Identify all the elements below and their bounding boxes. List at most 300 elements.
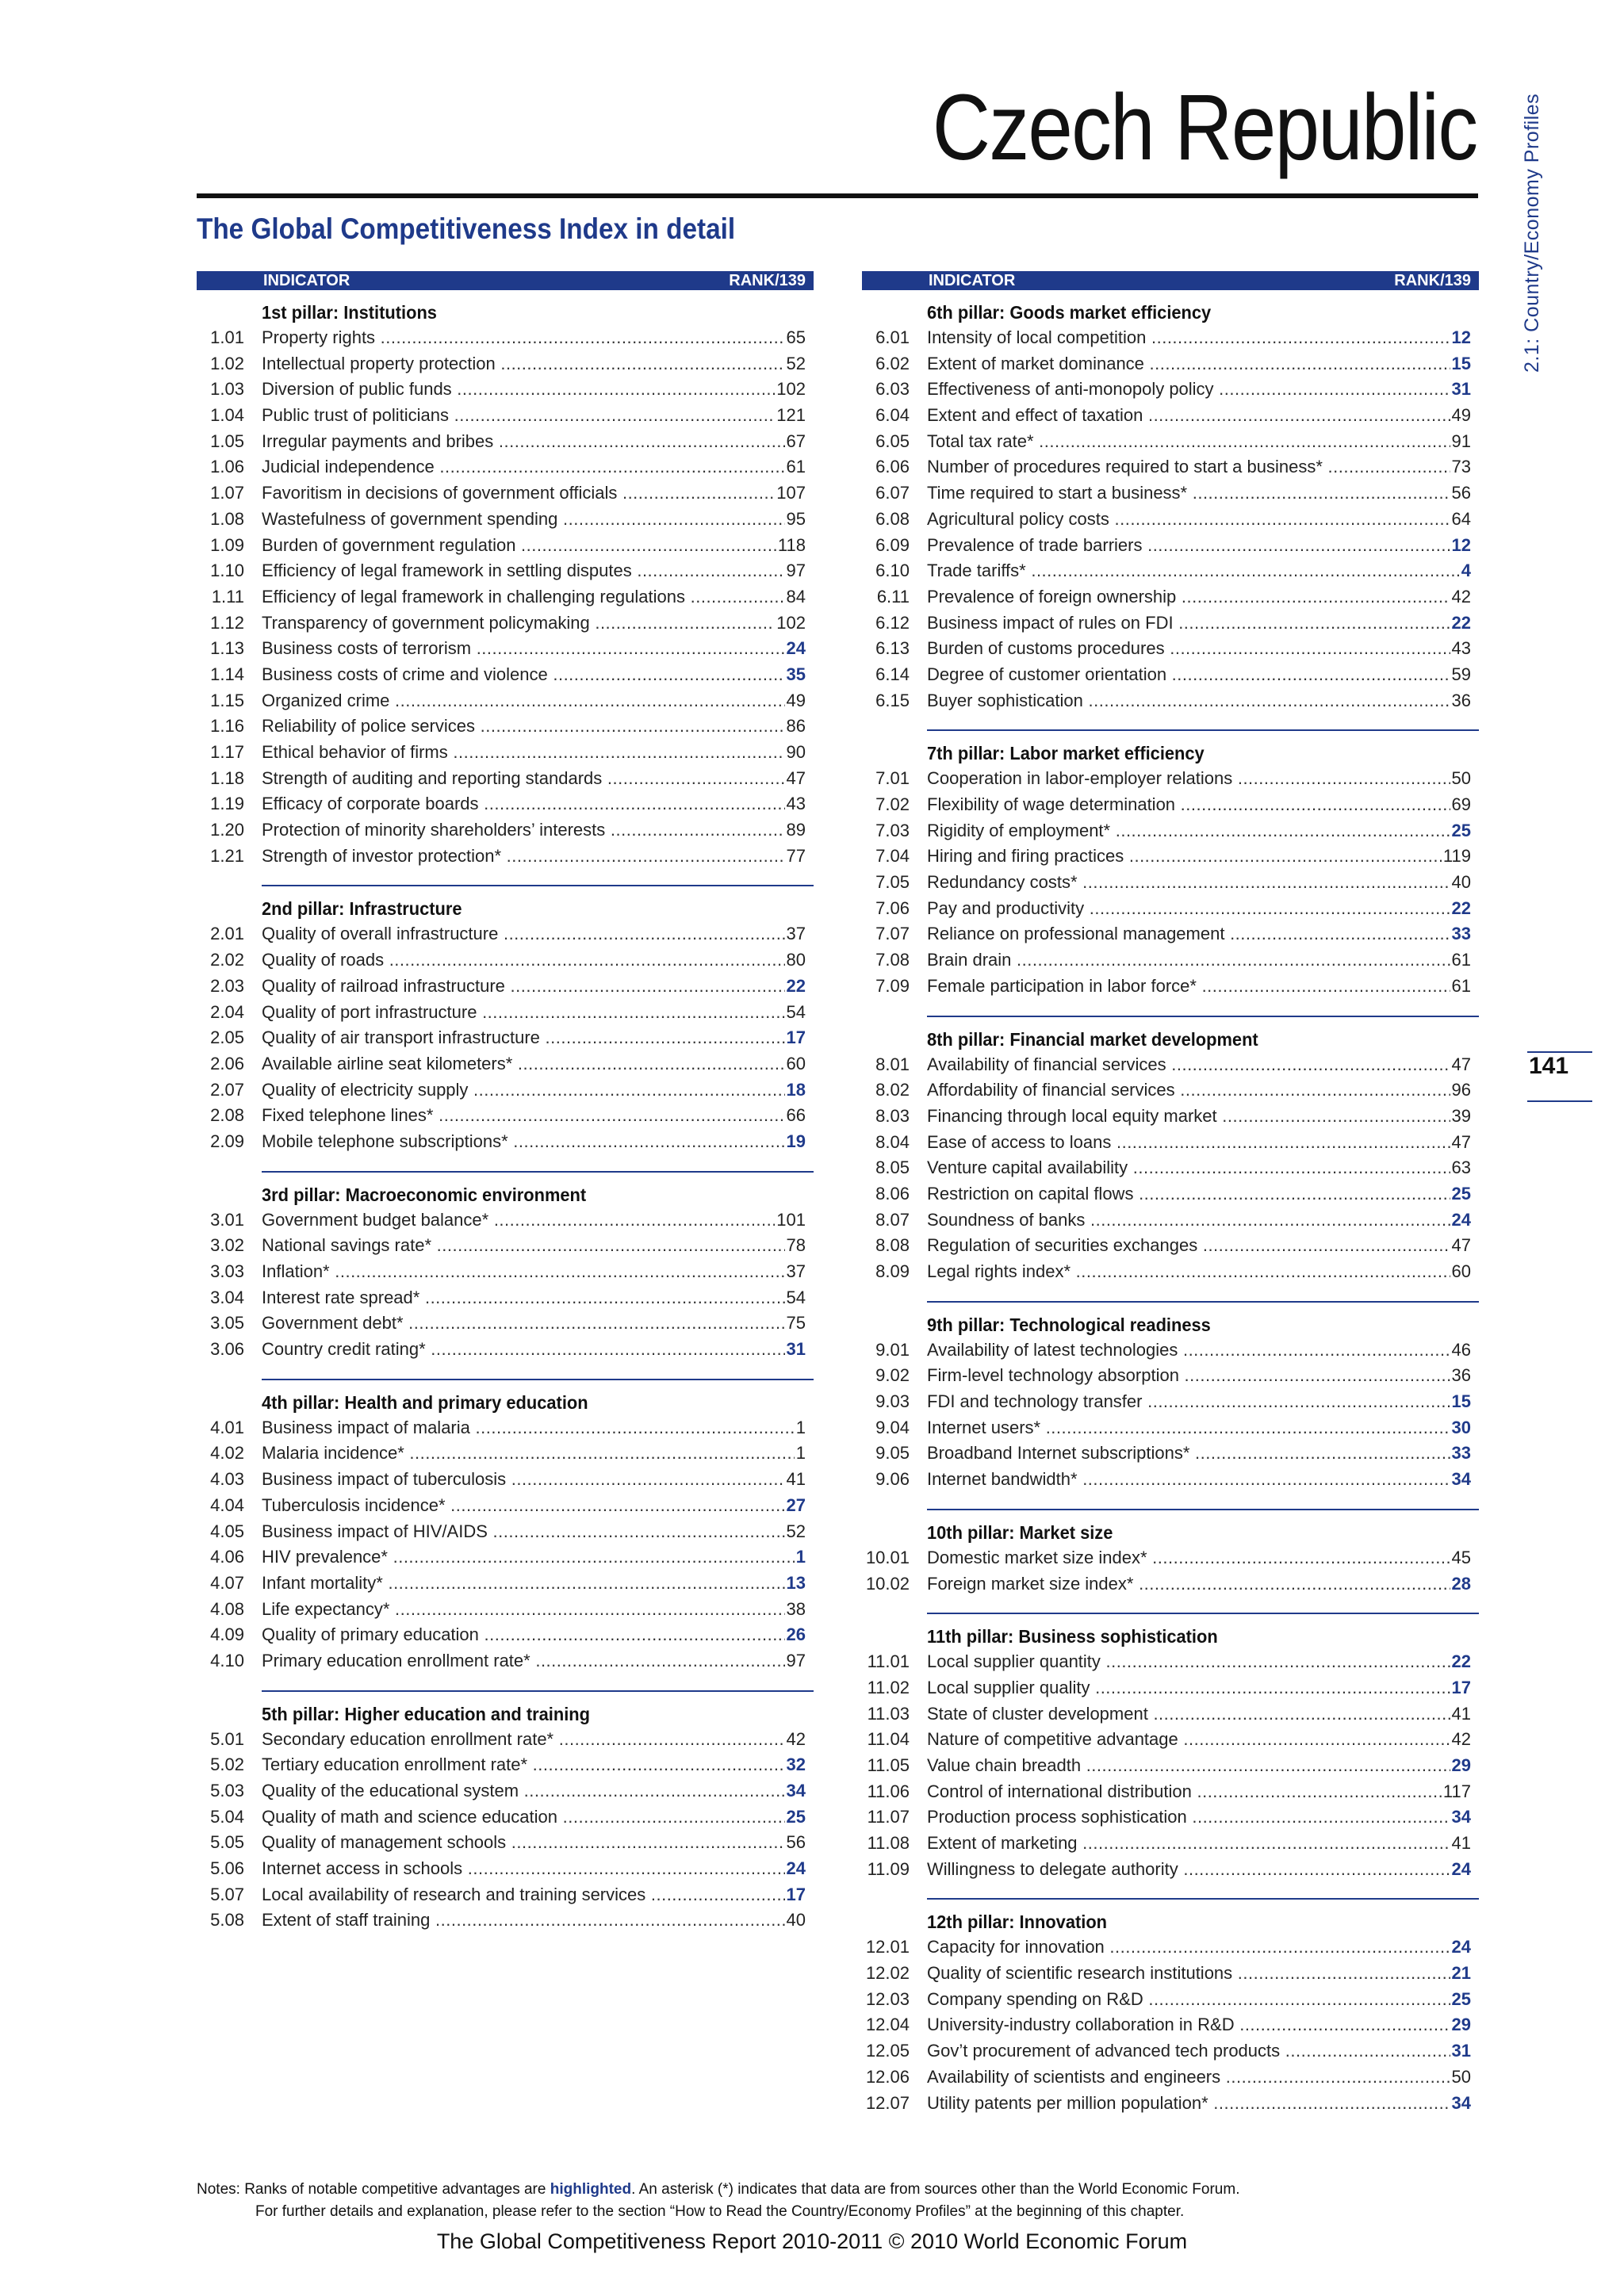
indicator-label: Domestic market size index* ..... xyxy=(927,1545,1471,1571)
pillar-title: 5th pillar: Higher education and training xyxy=(262,1703,590,1724)
indicator-row xyxy=(862,403,1479,429)
indicator-label: Legal rights index* ..... xyxy=(927,1259,1471,1285)
indicator-row xyxy=(862,351,1479,377)
pillar-title: 6th pillar: Goods market efficiency xyxy=(927,302,1212,323)
indicator-row xyxy=(197,740,814,766)
indicator-rank-highlighted: 24 xyxy=(785,1856,806,1882)
indicator-row xyxy=(197,1467,814,1493)
indicator-label: Public trust of politicians ..... xyxy=(262,403,806,429)
indicator-number: 11.07 xyxy=(867,1807,910,1827)
indicator-row xyxy=(197,1597,814,1623)
indicator-number: 3.03 xyxy=(210,1261,244,1281)
indicator-row xyxy=(862,921,1479,947)
indicator-rank: 75 xyxy=(785,1311,806,1337)
indicator-row xyxy=(862,1130,1479,1156)
indicator-number: 3.01 xyxy=(210,1209,244,1230)
indicator-label: Country credit rating* ..... xyxy=(262,1337,806,1363)
indicator-rank-highlighted: 22 xyxy=(1450,1649,1471,1675)
indicator-rank: 102 xyxy=(775,377,806,403)
indicator-label: Quality of port infrastructure ..... xyxy=(262,1000,806,1026)
indicator-number: 7.09 xyxy=(875,975,910,996)
indicator-number: 1.05 xyxy=(210,430,244,451)
indicator-number: 2.02 xyxy=(210,950,244,970)
left-pillar-list xyxy=(197,300,814,1934)
indicator-label: Local supplier quality ..... xyxy=(927,1675,1471,1701)
indicator-rank: 89 xyxy=(785,817,806,844)
indicator-rank-highlighted: 24 xyxy=(1450,1934,1471,1961)
indicator-row xyxy=(862,533,1479,559)
indicator-row xyxy=(862,662,1479,688)
indicator-label: Organized crime ..... xyxy=(262,688,806,714)
indicator-rank: 84 xyxy=(785,584,806,610)
indicator-label: Prevalence of trade barriers ..... xyxy=(927,533,1471,559)
indicator-label: Affordability of financial services ..... xyxy=(927,1077,1471,1104)
indicator-number: 11.06 xyxy=(867,1781,910,1801)
indicator-label: Business impact of HIV/AIDS ..... xyxy=(262,1519,806,1545)
section-title: The Global Competitiveness Index in detail xyxy=(197,212,736,245)
page-number-rule-bottom xyxy=(1527,1100,1592,1102)
indicator-rank: 43 xyxy=(785,791,806,817)
indicator-number: 1.08 xyxy=(210,508,244,529)
pillar-block xyxy=(210,1690,814,1934)
indicator-row xyxy=(862,1727,1479,1753)
indicator-number: 11.04 xyxy=(867,1729,910,1750)
indicator-number: 4.06 xyxy=(210,1547,244,1567)
indicator-row xyxy=(862,1104,1479,1130)
indicator-rank-highlighted: 29 xyxy=(1450,2012,1471,2038)
indicator-label: Flexibility of wage determination ..... xyxy=(927,792,1471,818)
indicator-rank: 64 xyxy=(1450,507,1471,533)
indicator-number: 4.07 xyxy=(210,1572,244,1593)
indicator-rank-highlighted: 13 xyxy=(785,1571,806,1597)
pillar-title: 12th pillar: Innovation xyxy=(927,1911,1108,1933)
indicator-row xyxy=(862,818,1479,844)
indicator-number: 7.08 xyxy=(875,950,910,970)
indicator-number: 4.03 xyxy=(210,1469,244,1490)
table-header xyxy=(862,271,1479,290)
pillar-block xyxy=(210,1171,814,1363)
indicator-number: 12.01 xyxy=(865,1937,910,1957)
indicator-label: Fixed telephone lines* ..... xyxy=(262,1103,806,1129)
indicator-rank: 96 xyxy=(1450,1077,1471,1104)
indicator-label: Life expectancy* ..... xyxy=(262,1597,806,1623)
indicator-rank: 107 xyxy=(775,480,806,507)
indicator-label: Financing through local equity market ..... xyxy=(927,1104,1471,1130)
pillar-block xyxy=(197,300,814,869)
indicator-row xyxy=(197,403,814,429)
indicator-rank-highlighted: 15 xyxy=(1450,1389,1471,1415)
indicator-label: Broadband Internet subscriptions* ..... xyxy=(927,1441,1471,1467)
indicator-number: 1.13 xyxy=(210,638,244,659)
indicator-row xyxy=(862,1077,1479,1104)
indicator-number: 4.02 xyxy=(210,1443,244,1464)
indicator-rank-highlighted: 22 xyxy=(785,974,806,1000)
indicator-rank: 1 xyxy=(795,1415,806,1441)
indicator-row xyxy=(862,1571,1479,1598)
indicator-label: Business impact of tuberculosis ..... xyxy=(262,1467,806,1493)
indicator-number: 1.09 xyxy=(210,534,244,555)
indicator-row xyxy=(197,1129,814,1155)
page-number: 141 xyxy=(1529,1053,1569,1079)
indicator-row xyxy=(862,636,1479,662)
indicator-number: 6.13 xyxy=(875,638,910,659)
pillar-title: 9th pillar: Technological readiness xyxy=(927,1314,1211,1335)
indicator-row xyxy=(197,1025,814,1051)
indicator-rank: 97 xyxy=(785,1648,806,1674)
indicator-rank: 38 xyxy=(785,1597,806,1623)
indicator-number: 3.04 xyxy=(210,1287,244,1307)
indicator-row xyxy=(197,1908,814,1934)
indicator-row xyxy=(862,1545,1479,1571)
indicator-label: Favoritism in decisions of government officials ..... xyxy=(262,480,806,507)
indicator-row xyxy=(862,377,1479,403)
indicator-label: Redundancy costs* ..... xyxy=(927,870,1471,896)
indicator-rank: 67 xyxy=(785,429,806,455)
indicator-number: 5.03 xyxy=(210,1781,244,1800)
indicator-label: Inflation* ..... xyxy=(262,1259,806,1285)
indicator-rank-highlighted: 17 xyxy=(1450,1675,1471,1701)
indicator-number: 6.14 xyxy=(875,664,910,684)
indicator-number: 1.12 xyxy=(210,612,244,633)
indicator-number: 6.04 xyxy=(875,405,910,426)
indicator-number: 8.05 xyxy=(875,1158,910,1178)
notes-highlight-word: highlighted xyxy=(550,2181,632,2198)
indicator-number: 2.07 xyxy=(210,1079,244,1100)
indicator-number: 12.03 xyxy=(865,1988,910,2009)
indicator-number: 12.02 xyxy=(865,1963,910,1984)
indicator-number: 6.03 xyxy=(875,379,910,400)
indicator-rank-highlighted: 31 xyxy=(1450,2038,1471,2064)
indicator-number: 9.02 xyxy=(875,1365,910,1386)
indicator-rank: 36 xyxy=(1450,1363,1471,1389)
indicator-number: 4.05 xyxy=(210,1521,244,1541)
indicator-number: 11.09 xyxy=(867,1858,910,1879)
indicator-label: Irregular payments and bribes ..... xyxy=(262,429,806,455)
indicator-rank: 97 xyxy=(785,558,806,584)
indicator-label: Pay and productivity ..... xyxy=(927,896,1471,922)
indicator-number: 1.11 xyxy=(211,586,244,607)
indicator-label: Time required to start a business* ..... xyxy=(927,480,1471,507)
indicator-label: Quality of roads ..... xyxy=(262,947,806,974)
indicator-row xyxy=(862,507,1479,533)
indicator-rank: 91 xyxy=(1450,429,1471,455)
indicator-rank-highlighted: 26 xyxy=(785,1622,806,1648)
indicator-number: 7.03 xyxy=(875,820,910,840)
indicator-row xyxy=(862,1207,1479,1234)
indicator-rank: 37 xyxy=(785,921,806,947)
indicator-row xyxy=(197,1103,814,1129)
indicator-rank: 73 xyxy=(1450,454,1471,480)
indicator-row xyxy=(197,817,814,844)
indicator-rank-highlighted: 35 xyxy=(785,662,806,688)
indicator-number: 8.04 xyxy=(875,1131,910,1152)
indicator-row xyxy=(197,1337,814,1363)
indicator-number: 1.15 xyxy=(210,690,244,710)
pillar-block xyxy=(865,1898,1479,2116)
indicator-label: Foreign market size index* ..... xyxy=(927,1571,1471,1598)
indicator-rank: 90 xyxy=(785,740,806,766)
pillar-block xyxy=(875,729,1479,999)
indicator-row xyxy=(862,325,1479,351)
indicator-rank: 66 xyxy=(785,1103,806,1129)
indicator-number: 6.07 xyxy=(875,483,910,503)
indicator-label: National savings rate* ..... xyxy=(262,1233,806,1259)
indicator-label: Venture capital availability ..... xyxy=(927,1155,1471,1181)
indicator-number: 9.06 xyxy=(875,1469,910,1490)
indicator-number: 1.17 xyxy=(210,742,244,762)
indicator-number: 6.01 xyxy=(875,327,910,347)
indicator-number: 1.06 xyxy=(210,457,244,477)
indicator-number: 2.05 xyxy=(210,1027,244,1048)
indicator-number: 1.14 xyxy=(210,664,244,684)
indicator-row xyxy=(197,1622,814,1648)
pillar-block xyxy=(875,1301,1479,1493)
indicator-number: 8.06 xyxy=(875,1183,910,1203)
indicator-row xyxy=(862,480,1479,507)
indicator-rank: 40 xyxy=(785,1908,806,1934)
indicator-row xyxy=(197,766,814,792)
indicator-row xyxy=(197,351,814,377)
indicator-label: State of cluster development ..... xyxy=(927,1701,1471,1728)
indicator-row xyxy=(197,1077,814,1104)
indicator-rank-highlighted: 33 xyxy=(1450,1441,1471,1467)
indicator-row xyxy=(197,1259,814,1285)
indicator-row xyxy=(862,2038,1479,2064)
indicator-number: 4.04 xyxy=(210,1494,244,1515)
indicator-label: Quality of overall infrastructure ..... xyxy=(262,921,806,947)
indicator-number: 8.02 xyxy=(875,1080,910,1100)
indicator-label: Company spending on R&D ..... xyxy=(927,1987,1471,2013)
indicator-label: Transparency of government policymaking ..... xyxy=(262,610,806,637)
indicator-row xyxy=(862,1857,1479,1883)
right-pillar-list xyxy=(862,300,1479,2116)
indicator-label: Tertiary education enrollment rate* ..... xyxy=(262,1752,806,1778)
pillar-title: 11th pillar: Business sophistication xyxy=(927,1626,1218,1647)
indicator-label: Mobile telephone subscriptions* ..... xyxy=(262,1129,806,1155)
indicator-label: Burden of customs procedures ..... xyxy=(927,636,1471,662)
indicator-label: Soundness of banks ..... xyxy=(927,1207,1471,1234)
indicator-rank: 56 xyxy=(785,1830,806,1856)
indicator-number: 6.11 xyxy=(876,586,910,607)
indicator-rank-highlighted: 27 xyxy=(785,1493,806,1519)
indicator-number: 9.01 xyxy=(875,1339,910,1360)
indicator-label: Local supplier quantity ..... xyxy=(927,1649,1471,1675)
indicator-label: Quality of management schools ..... xyxy=(262,1830,806,1856)
indicator-rank-highlighted: 12 xyxy=(1450,325,1471,351)
indicator-row xyxy=(862,1155,1479,1181)
indicator-label: Business impact of malaria ..... xyxy=(262,1415,806,1441)
indicator-label: Extent of staff training ..... xyxy=(262,1908,806,1934)
indicator-rank: 60 xyxy=(785,1051,806,1077)
indicator-rank-highlighted: 24 xyxy=(1450,1857,1471,1883)
indicator-number: 11.01 xyxy=(867,1651,910,1672)
indicator-number: 6.02 xyxy=(875,353,910,373)
indicator-number: 7.01 xyxy=(875,768,910,789)
indicator-label: Local availability of research and training services ..... xyxy=(262,1882,806,1908)
indicator-row xyxy=(197,947,814,974)
indicator-number: 2.01 xyxy=(210,924,244,944)
indicator-rank-highlighted: 30 xyxy=(1450,1415,1471,1441)
indicator-label: Intellectual property protection ..... xyxy=(262,351,806,377)
pillar-title: 3rd pillar: Macroeconomic environment xyxy=(262,1184,587,1205)
pillar-title: 7th pillar: Labor market efficiency xyxy=(927,743,1205,764)
indicator-label: Business impact of rules on FDI ..... xyxy=(927,610,1471,637)
side-tab-label: 2.1: Country/Economy Profiles xyxy=(1521,93,1543,373)
indicator-row xyxy=(197,1830,814,1856)
indicator-rank-highlighted: 34 xyxy=(1450,1804,1471,1831)
indicator-label: Intensity of local competition ..... xyxy=(927,325,1471,351)
footer-copyright: The Global Competitiveness Report 2010-2011 © 2010 World Economic Forum xyxy=(436,2229,1188,2253)
pillar-block xyxy=(210,1379,814,1674)
indicator-label: Hiring and firing practices ..... xyxy=(927,844,1471,870)
title-rule xyxy=(197,193,1478,198)
indicator-rank: 77 xyxy=(785,844,806,870)
indicator-number: 1.07 xyxy=(210,483,244,503)
indicator-number: 1.02 xyxy=(210,353,244,373)
indicator-rank: 46 xyxy=(1450,1337,1471,1364)
indicator-label: Infant mortality* ..... xyxy=(262,1571,806,1597)
indicator-label: Primary education enrollment rate* ..... xyxy=(262,1648,806,1674)
indicator-row xyxy=(862,1934,1479,1961)
indicator-row xyxy=(197,1415,814,1441)
indicator-rank: 95 xyxy=(785,507,806,533)
pillar-title: 4th pillar: Health and primary education xyxy=(262,1391,588,1413)
indicator-number: 8.08 xyxy=(875,1235,910,1256)
indicator-label: Effectiveness of anti-monopoly policy ..... xyxy=(927,377,1471,403)
indicator-number: 11.03 xyxy=(867,1703,910,1724)
indicator-label: Internet access in schools ..... xyxy=(262,1856,806,1882)
indicator-label: Willingness to delegate authority ..... xyxy=(927,1857,1471,1883)
indicator-rank: 47 xyxy=(1450,1233,1471,1259)
indicator-label: Cooperation in labor-employer relations ..... xyxy=(927,766,1471,792)
indicator-label: FDI and technology transfer ..... xyxy=(927,1389,1471,1415)
indicator-rank: 47 xyxy=(1450,1052,1471,1078)
indicator-number: 5.05 xyxy=(210,1832,244,1853)
indicator-number: 8.07 xyxy=(875,1209,910,1230)
indicator-number: 3.06 xyxy=(210,1339,244,1360)
indicator-row xyxy=(862,584,1479,610)
indicator-row xyxy=(197,1311,814,1337)
indicator-row xyxy=(197,1441,814,1467)
indicator-label: Prevalence of foreign ownership ..... xyxy=(927,584,1471,610)
indicator-row xyxy=(862,1259,1479,1285)
indicator-number: 2.03 xyxy=(210,975,244,996)
indicator-rank: 119 xyxy=(1442,844,1471,870)
indicator-label: Government budget balance* ..... xyxy=(262,1207,806,1234)
indicator-row xyxy=(197,1856,814,1882)
indicator-label: Control of international distribution ..... xyxy=(927,1779,1471,1805)
indicator-row xyxy=(197,1778,814,1804)
indicator-rank-highlighted: 17 xyxy=(785,1882,806,1908)
indicator-label: Malaria incidence* ..... xyxy=(262,1441,806,1467)
indicator-label: Available airline seat kilometers* ..... xyxy=(262,1051,806,1077)
indicator-rank: 61 xyxy=(785,454,806,480)
indicator-rank-highlighted: 34 xyxy=(1450,2091,1471,2117)
indicator-label: Brain drain ..... xyxy=(927,947,1471,974)
indicator-rank-highlighted: 22 xyxy=(1450,610,1471,637)
indicator-rank-highlighted: 32 xyxy=(785,1752,806,1778)
indicator-row xyxy=(862,1779,1479,1805)
indicator-row xyxy=(197,636,814,662)
indicator-label: Extent of market dominance ..... xyxy=(927,351,1471,377)
indicator-label: Property rights ..... xyxy=(262,325,806,351)
indicator-rank: 36 xyxy=(1450,688,1471,714)
indicator-row xyxy=(862,1441,1479,1467)
indicator-row xyxy=(862,1052,1479,1078)
indicator-row xyxy=(862,1363,1479,1389)
indicator-number: 1.21 xyxy=(210,845,244,866)
indicator-row xyxy=(197,1544,814,1571)
indicator-rank: 42 xyxy=(785,1727,806,1753)
indicator-rank: 42 xyxy=(1450,584,1471,610)
indicator-number: 4.08 xyxy=(210,1598,244,1619)
indicator-number: 5.08 xyxy=(210,1910,244,1931)
indicator-number: 4.01 xyxy=(210,1417,244,1437)
indicator-rank: 43 xyxy=(1450,636,1471,662)
indicator-rank: 47 xyxy=(785,766,806,792)
indicator-number: 8.03 xyxy=(875,1105,910,1126)
indicator-row xyxy=(862,1987,1479,2013)
indicator-row xyxy=(862,870,1479,896)
indicator-label: Judicial independence ..... xyxy=(262,454,806,480)
indicator-row xyxy=(197,688,814,714)
rank-header: RANK/139 xyxy=(729,272,806,289)
notes-prefix: Notes: xyxy=(197,2181,240,2198)
indicator-rank: 78 xyxy=(785,1233,806,1259)
indicator-number: 1.16 xyxy=(210,716,244,737)
indicator-rank: 54 xyxy=(785,1285,806,1311)
indicator-row xyxy=(862,2012,1479,2038)
indicator-label: Value chain breadth ..... xyxy=(927,1753,1471,1779)
pillar-title: 8th pillar: Financial market development xyxy=(927,1028,1258,1050)
pillar-block xyxy=(875,1016,1479,1285)
indicator-row xyxy=(197,1233,814,1259)
indicator-label: Business costs of crime and violence ..... xyxy=(262,662,806,688)
indicator-row xyxy=(197,533,814,559)
indicator-rank: 60 xyxy=(1450,1259,1471,1285)
indicator-rank: 86 xyxy=(785,714,806,740)
indicator-row xyxy=(862,2091,1479,2117)
indicator-row xyxy=(197,714,814,740)
indicator-row xyxy=(197,558,814,584)
country-title: Czech Republic xyxy=(932,75,1477,180)
indicator-rank-highlighted: 29 xyxy=(1450,1753,1471,1779)
indicator-number: 2.06 xyxy=(210,1053,244,1073)
indicator-row xyxy=(197,1882,814,1908)
indicator-row xyxy=(862,1701,1479,1728)
indicator-number: 4.09 xyxy=(210,1624,244,1645)
indicator-number: 6.12 xyxy=(875,612,910,633)
indicator-row xyxy=(862,1467,1479,1493)
indicator-rank-highlighted: 25 xyxy=(1450,1987,1471,2013)
indicator-number: 6.15 xyxy=(875,690,910,710)
indicator-number: 10.01 xyxy=(865,1547,910,1567)
indicator-rank: 39 xyxy=(1450,1104,1471,1130)
indicator-number: 6.10 xyxy=(875,561,910,581)
indicator-row xyxy=(197,1207,814,1234)
indicator-label: Diversion of public funds ..... xyxy=(262,377,806,403)
indicator-label: Regulation of securities exchanges ..... xyxy=(927,1233,1471,1259)
indicator-rank: 65 xyxy=(785,325,806,351)
indicator-row xyxy=(862,2064,1479,2091)
indicator-row xyxy=(197,1493,814,1519)
indicator-label: Capacity for innovation ..... xyxy=(927,1934,1471,1961)
indicator-number: 6.05 xyxy=(875,430,910,451)
indicator-row xyxy=(862,454,1479,480)
indicator-number: 7.06 xyxy=(875,897,910,918)
indicator-rank-highlighted: 25 xyxy=(1450,1181,1471,1207)
indicator-label: Agricultural policy costs ..... xyxy=(927,507,1471,533)
